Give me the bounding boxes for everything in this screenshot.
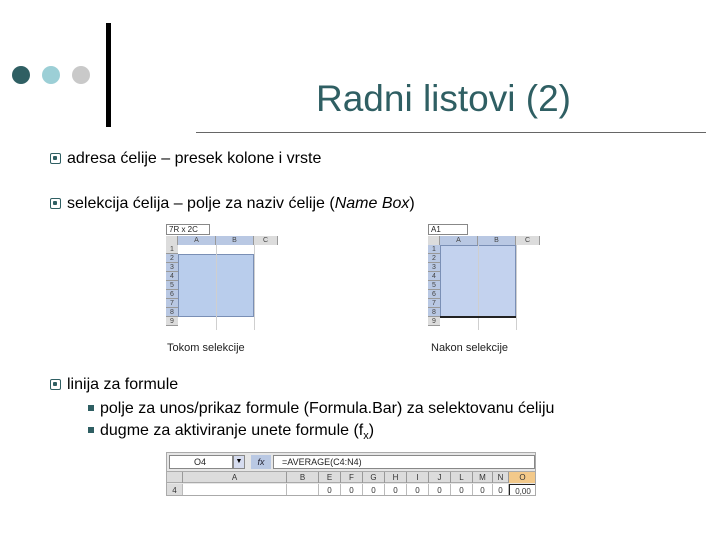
sub-bullet-text: dugme za aktiviranje unete formule (f [100,422,364,439]
decor-dot-dark [12,66,30,84]
name-box: 7R x 2C [166,224,210,235]
column-header: N [493,472,509,483]
row-header: 4 [166,272,178,281]
grid-line [254,245,255,330]
name-box: O4 [169,455,233,469]
row-header: 9 [428,317,440,326]
column-header: A [178,236,216,245]
row-header: 5 [166,281,178,290]
column-header: M [473,472,493,483]
bullet-text: ) [409,195,415,212]
caption-during-selection: Tokom selekcije [167,342,245,354]
column-header: F [341,472,363,483]
row-header: 3 [428,263,440,272]
bullet-box-icon [50,198,61,209]
column-header: O [509,472,536,483]
title-underline [196,132,706,133]
table-cell: 0 [385,484,407,496]
bullet-formula-bar [50,376,178,394]
row-header: 9 [166,317,178,326]
selection-border [440,316,516,318]
corner-cell [167,472,183,483]
sub-bullet-text: ) [368,422,375,439]
sub-bullet-fx-button [88,422,374,442]
fx-button: fx [251,455,271,469]
table-cell: 0 [363,484,385,496]
caption-after-selection: Nakon selekcije [431,342,509,354]
column-header: B [287,472,319,483]
column-header: G [363,472,385,483]
column-headers [167,471,535,483]
corner-cell [166,236,178,245]
sub-bullet-square-icon [88,427,94,433]
row-header: 6 [428,290,440,299]
row-header: 4 [428,272,440,281]
column-header: E [319,472,341,483]
table-cell: 0 [407,484,429,496]
row-header: 2 [166,254,178,263]
row-header: 7 [428,299,440,308]
table-cell: 0 [493,484,509,496]
bullet-box-icon [50,153,61,164]
bullet-box-icon [50,379,61,390]
row-header: 1 [428,245,440,254]
row-header: 5 [428,281,440,290]
bullet-cell-address [50,150,321,168]
row-header: 1 [166,245,178,254]
table-cell: 0 [341,484,363,496]
grid-line [516,245,517,330]
decor-dot-light [42,66,60,84]
column-header: J [429,472,451,483]
table-cell: 0 [319,484,341,496]
table-cell [287,484,319,496]
row-header: 8 [428,308,440,317]
name-box: A1 [428,224,468,235]
column-header: L [451,472,473,483]
spreadsheet-after-selection [428,224,540,330]
grid-line [216,245,217,330]
sub-bullet-formula-field [88,400,554,418]
bullet-text: selekcija ćelija – polje za naziv ćelije ( [67,195,335,212]
row-header: 7 [166,299,178,308]
decor-vertical-line [106,23,111,127]
spreadsheet-during-selection [166,224,278,330]
bullet-text: linija za formule [67,376,179,393]
row-4 [167,484,535,496]
column-header: A [440,236,478,245]
slide-title: Radni listovi (2) [316,78,571,119]
table-cell: 0 [451,484,473,496]
row-header: 3 [166,263,178,272]
chevron-down-icon: ▼ [233,455,245,469]
column-header: H [385,472,407,483]
column-header: A [183,472,287,483]
sub-bullet-text: polje za unos/prikaz formule (Formula.Bar) za selektovanu ćeliju [100,400,555,417]
table-cell: 0 [429,484,451,496]
row-header: 8 [166,308,178,317]
table-cell [183,484,287,496]
column-header: B [478,236,516,245]
row-header: 4 [167,484,183,496]
column-header: B [216,236,254,245]
decor-dot-gray [72,66,90,84]
sub-bullet-subscript: x [363,430,369,443]
column-header: C [254,236,278,245]
table-cell: 0 [473,484,493,496]
row-header: 6 [166,290,178,299]
selected-cell: 0,00 [509,484,536,496]
corner-cell [428,236,440,245]
bullet-cell-selection [50,195,415,213]
column-header: C [516,236,540,245]
sub-bullet-square-icon [88,405,94,411]
formula-input: =AVERAGE(C4:N4) [273,455,535,469]
bullet-text-italic: Name Box [334,195,410,212]
column-header: I [407,472,429,483]
formula-bar-screenshot [166,452,536,496]
row-header: 2 [428,254,440,263]
bullet-text: adresa ćelije – presek kolone i vrste [67,150,322,167]
